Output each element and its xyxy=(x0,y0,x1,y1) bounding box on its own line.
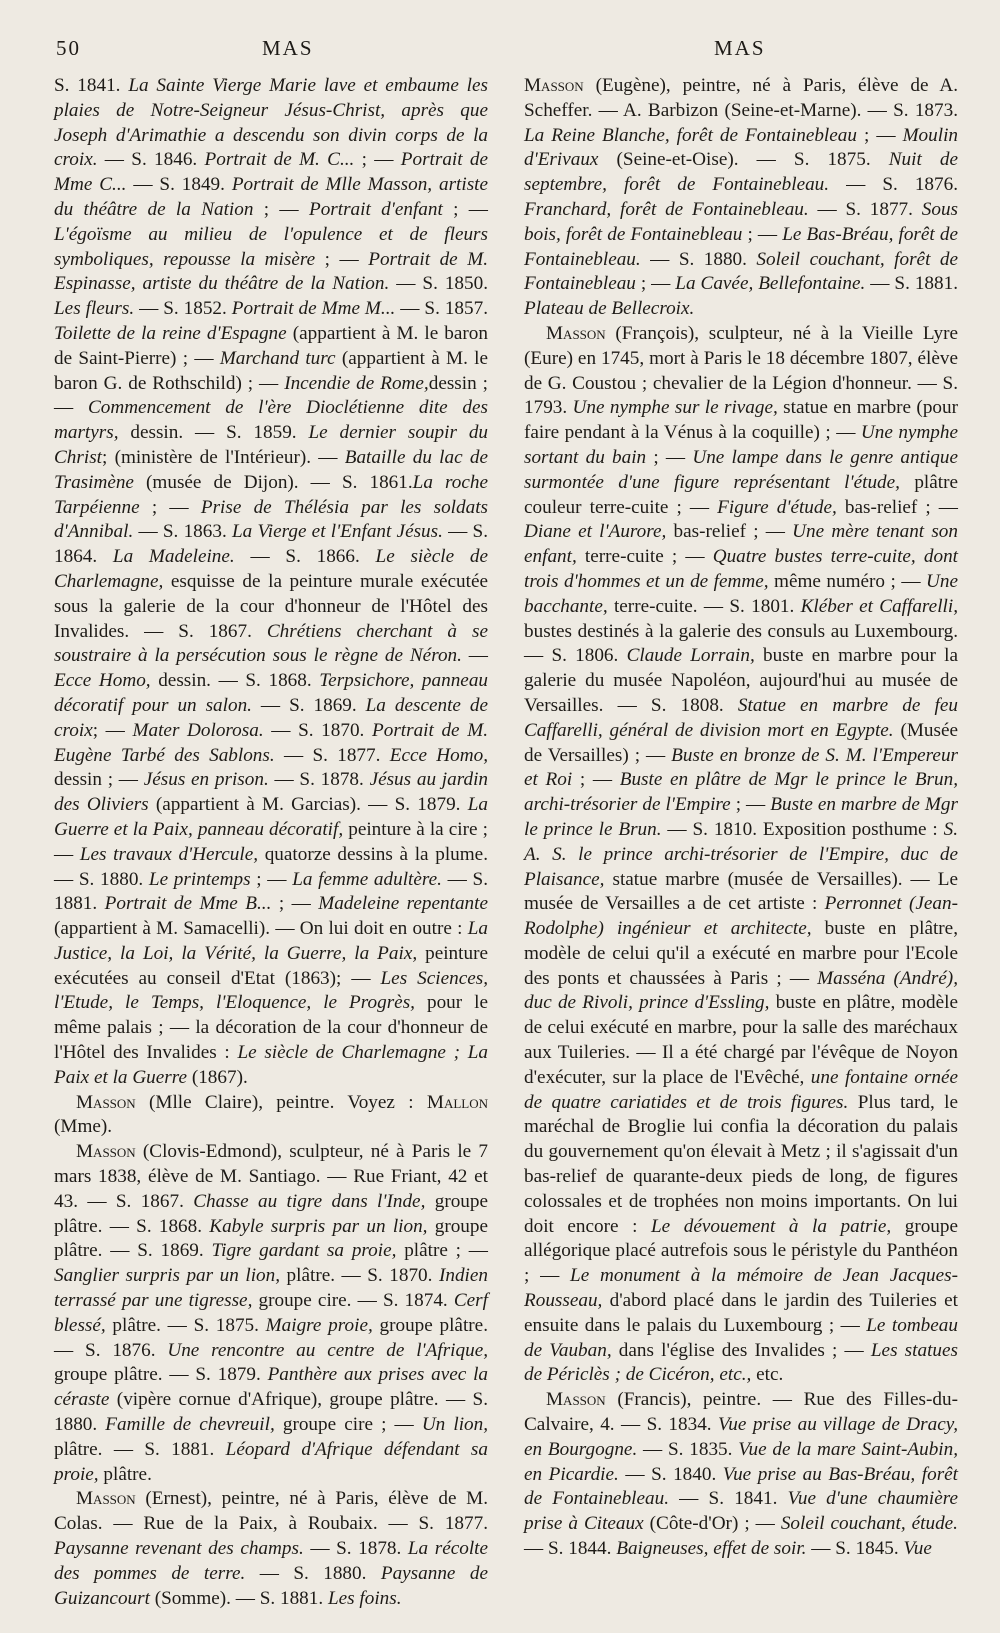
artist-name: Masson xyxy=(524,75,584,96)
work-title: Famille de chevreuil, xyxy=(105,1414,275,1436)
entry-text: pour le même palais ; — la décoration de la cour d'honneur de l'Hôtel des Invalides : xyxy=(54,992,488,1064)
work-title: Le printemps xyxy=(148,868,251,890)
work-title: Baigneuses, effet de soir. xyxy=(616,1538,807,1560)
work-title: La Madeleine. xyxy=(112,546,235,568)
work-title: Portrait de Mme B... xyxy=(104,893,272,915)
entry-text: (appartient à M. le baron G. de Rothschild) ; — xyxy=(54,347,489,394)
entry-text: (appartient à M. Samacelli). — On lui doit en outre : xyxy=(54,918,468,940)
work-title: La descente de croix xyxy=(54,694,488,741)
work-title: La Vierge et l'Enfant Jésus. xyxy=(231,521,443,543)
work-title: Cerf blessé, xyxy=(54,1290,488,1336)
work-title: Commencement de l'ère Dioclétienne dite des martyrs, xyxy=(54,397,488,444)
work-title: Une rencontre au centre de l'Afrique, xyxy=(167,1339,489,1361)
entry-text: ; — xyxy=(271,893,319,915)
entry-text: bustes destinés à la galerie des consuls au Luxembourg. — S. 1806. xyxy=(524,620,958,667)
entry-text: — S. 1864. xyxy=(54,521,489,568)
work-title: Jésus en prison. xyxy=(143,769,269,791)
work-title: Soleil couchant, forêt de Fontainebleau xyxy=(524,248,958,295)
work-title: Le dernier soupir du Christ xyxy=(54,422,488,468)
entry-text: statue en marbre (pour faire pendant à la Vénus à la coquille) ; — xyxy=(524,397,958,444)
entry-text: (François), sculpteur, né à la Vieille Lyre (Eure) en 1745, mort à Paris le 18 décembre 1807, élève de G. Coustou ; chevalier de la Légion d'honneur. — S. 1793. xyxy=(524,322,958,419)
work-title: Diane et l'Aurore, xyxy=(524,521,667,543)
entry-text: (Clovis-Edmond), sculpteur, né à Paris le 7 mars 1838, élève de M. Santiago. — Rue Friant, 42 et 43. — S. 1867. xyxy=(54,1141,488,1212)
work-title: Plateau de Bellecroix. xyxy=(524,298,695,320)
entry-text: dessin ; — xyxy=(54,372,488,419)
entry-text: plâtre. — S. 1881. xyxy=(54,1438,226,1460)
entry-text: — S. 1810. Exposition posthume : xyxy=(661,818,944,840)
entry-text: (musée de Dijon). — S. 1861. xyxy=(133,471,413,493)
entry-text: — S. 1846. xyxy=(97,149,205,171)
entry-text: ; (ministère de l'Intérieur). — xyxy=(102,446,345,468)
work-title: Franchard, forêt de Fontainebleau. xyxy=(524,198,809,220)
work-title: Buste en bronze de S. M. l'Empereur et Roi xyxy=(524,744,959,791)
entry-text: ; — xyxy=(442,198,488,220)
entry-text: plâtre. — S. 1875. xyxy=(105,1314,266,1336)
work-title: Marchand turc xyxy=(219,347,336,369)
entry-text: — S. 1863. xyxy=(133,521,232,543)
entry-text: ; — xyxy=(92,719,133,741)
entry-text: (Eugène), peintre, né à Paris, élève de A. Scheffer. — A. Barbizon (Seine-et-Marne). — S. 1873. xyxy=(524,75,958,121)
entry-text: — S. 1880. xyxy=(640,248,757,270)
work-title: Quatre bustes terre-cuite, dont trois d'hommes et un de femme, xyxy=(524,546,958,592)
entry-text: ; — xyxy=(572,769,620,791)
work-title: Ecce Homo, xyxy=(389,744,488,766)
entry-text: (1867). xyxy=(187,1066,248,1088)
work-title: Chasse au tigre dans l'Inde, xyxy=(193,1190,426,1212)
work-title: Vue prise au Bas-Bréau, forêt de Fontainebleau. xyxy=(524,1463,959,1510)
work-title: Buste en marbre de Mgr le prince le Brun. xyxy=(524,794,958,840)
entry-text: ; — xyxy=(354,149,401,171)
entry-text: dans l'église des Invalides ; — xyxy=(611,1339,871,1361)
entry-text: groupe plâtre. — S. 1876. xyxy=(54,1314,488,1361)
entry-text: — S. 1877. xyxy=(274,744,390,766)
entry-text: dessin ; — xyxy=(54,769,144,791)
left-column xyxy=(54,74,488,1611)
entry-text: buste en marbre pour la galerie du musée Napoléon, aujourd'hui au musée de Versailles. — S. 1808. xyxy=(524,645,958,716)
entry-text: — S. 1840. xyxy=(618,1463,723,1485)
work-title: Tigre gardant sa proie, xyxy=(211,1240,397,1262)
work-title: Chrétiens cherchant à se soustraire à la persécution sous le règne de Néron. xyxy=(54,620,488,667)
entry-text: bas-relief ; — xyxy=(836,496,958,518)
entry-text: — S. 1881. xyxy=(54,868,489,915)
entry-text: — S. 1869. xyxy=(251,694,366,716)
entry-text: plâtre. xyxy=(98,1463,152,1485)
entry-text: ; — xyxy=(856,124,903,146)
work-title: Portrait de Mme C... xyxy=(54,149,488,196)
entry-text: — S. 1877. xyxy=(808,198,922,220)
entry-masson-clovis-edmond xyxy=(54,1140,488,1487)
work-title: Paysanne revenant des champs. xyxy=(54,1538,304,1560)
entry-text: — S. 1880. xyxy=(245,1562,381,1584)
entry-text: (appartient à M. Garcias). — S. 1879. xyxy=(148,794,468,816)
work-title: Kabyle surpris par un lion, xyxy=(209,1215,428,1237)
entry-text: peinture à la cire ; — xyxy=(54,818,488,865)
artist-name: Mallon xyxy=(426,1091,488,1113)
work-title: La Reine Blanche, forêt de Fontainebleau xyxy=(524,124,857,146)
work-title: Les statues de Périclès ; de Cicéron, etc., xyxy=(524,1339,958,1386)
work-title: Statue en marbre de feu Caffarelli, général de division mort en Egypte. xyxy=(524,694,958,741)
entry-text: groupe cire. — S. 1874. xyxy=(252,1290,454,1312)
entry-text: (Mme). xyxy=(54,1116,113,1138)
entry-masson-francois xyxy=(524,322,958,1388)
entry-text: ; — xyxy=(635,273,676,295)
entry-text: plâtre. — S. 1870. xyxy=(280,1265,439,1287)
entry-text: — S. 1845. xyxy=(806,1538,904,1560)
work-title: Vue xyxy=(903,1538,932,1560)
work-title: Le dévouement à la patrie, xyxy=(650,1215,892,1237)
entry-text: (Musée de Versailles) ; — xyxy=(524,719,958,766)
entry-text: plâtre couleur terre-cuite ; — xyxy=(524,471,958,518)
entry-text: ; — xyxy=(253,198,309,220)
work-title: Prise de Thélésia par les soldats d'Annibal. xyxy=(54,496,488,543)
work-title: Claude Lorrain, xyxy=(626,645,755,667)
entry-text: ; — xyxy=(730,794,771,816)
entry-masson-ernest xyxy=(54,1487,488,1611)
work-title: Incendie de Rome, xyxy=(284,372,429,394)
entry-text: — S. 1844. xyxy=(524,1538,617,1560)
work-title: Les foins. xyxy=(327,1587,402,1609)
entry-text: terre-cuite. — S. 1801. xyxy=(607,595,801,617)
entry-text: (Somme). — S. 1881. xyxy=(149,1587,328,1609)
entry-text: esquisse de la peinture murale exécutée sous la galerie de la cour d'honneur de l'Hôtel des Invalides. — S. 1867. xyxy=(54,570,488,642)
work-title: Portrait de Mlle Masson, artiste du théâtre de la Nation xyxy=(54,174,489,220)
entry-text: ; — xyxy=(742,223,783,245)
entry-text: (Mlle Claire), peintre. Voyez : xyxy=(135,1091,427,1113)
work-title: Les travaux d'Hercule, xyxy=(79,843,259,865)
entry-text: ; — xyxy=(315,248,369,270)
entry-text: groupe plâtre. — S. 1879. xyxy=(54,1364,268,1386)
work-title: Portrait de Mme M... xyxy=(231,298,396,320)
work-title: Bataille du lac de Trasimène xyxy=(54,446,488,493)
work-title: Toilette de la reine d'Espagne xyxy=(54,322,287,344)
work-title: Une mère tenant son enfant, xyxy=(524,521,958,568)
work-title: La Justice, la Loi, la Vérité, la Guerre, la Paix, xyxy=(54,918,488,964)
entry-text: dessin. — S. 1868. xyxy=(150,670,320,692)
entry-text: groupe cire ; — xyxy=(274,1414,422,1436)
work-title: Le Bas-Bréau, forêt de Fontainebleau. xyxy=(524,223,958,270)
entry-text: bas-relief ; — xyxy=(666,521,793,543)
entry-text: ; — xyxy=(139,496,201,518)
entry-text: — S. 1878. xyxy=(303,1538,408,1560)
entry-text: buste en plâtre, modèle de celui exécuté en marbre, pour la salle des maréchaux aux Tuileries. — Il a été chargé par l'évêque de Noyon d'exécuter, sur la place de l'Evêché, xyxy=(524,992,959,1088)
entry-text: d'abord placé dans le jardin des Tuileries et ensuite dans le palais du Luxembourg ; — xyxy=(524,1290,958,1336)
right-column xyxy=(524,74,958,1562)
work-title: Panthère aux prises avec la céraste xyxy=(54,1364,488,1411)
entry-text: même numéro ; — xyxy=(768,570,927,592)
entry-text: — S. 1881. xyxy=(865,273,958,295)
entry-text: — S. 1878. xyxy=(268,769,370,791)
work-title: Un lion, xyxy=(421,1414,489,1436)
artist-name: Masson xyxy=(76,1091,136,1113)
work-title: La Guerre et la Paix, panneau décoratif, xyxy=(54,794,488,840)
page-number: 50 xyxy=(56,36,81,60)
work-title: Vue prise au village de Dracy, en Bourgogne. xyxy=(524,1414,958,1460)
artist-name: Masson xyxy=(76,1488,136,1510)
entry-text: groupe plâtre. — S. 1868. xyxy=(54,1190,489,1237)
work-title: Sanglier surpris par un lion, xyxy=(54,1265,281,1287)
work-title: Indien terrassé par une tigresse, xyxy=(54,1265,488,1312)
entry-text: Plus tard, le maréchal de Broglie lui confia la décoration du palais du gouvernement qu'on élevait à Metz ; il s'agissait d'un bas-relief de quarante-deux pieds de long, de figures colossales et de trophées non moins importants. On lui doit encore : xyxy=(524,1091,958,1237)
entry-masson-continued xyxy=(54,74,488,1091)
entry-text: etc. xyxy=(751,1364,784,1386)
entry-text: quatorze dessins à la plume. — S. 1880. xyxy=(54,843,488,890)
entry-text: — xyxy=(461,645,488,667)
work-title: La femme adultère. xyxy=(292,868,442,890)
work-title: Les fleurs. xyxy=(54,298,135,320)
entry-text: — S. 1870. xyxy=(263,719,372,741)
entry-text: plâtre ; — xyxy=(396,1240,488,1262)
work-title: Portrait de M. C... xyxy=(204,149,355,171)
work-title: Portrait de M. Espinasse, artiste du théâtre de la Nation. xyxy=(54,248,488,295)
work-title: Une bacchante, xyxy=(524,570,958,617)
entry-text: — S. 1850. xyxy=(389,273,489,295)
running-head xyxy=(0,32,1000,72)
work-title: La roche Tarpéienne xyxy=(54,471,488,518)
entry-text: peinture exécutées au conseil d'Etat (1863); — xyxy=(54,942,488,989)
entry-text: (appartient à M. le baron de Saint-Pierre) ; — xyxy=(54,322,488,369)
entry-text: (Ernest), peintre, né à Paris, élève de M. Colas. — Rue de la Paix, à Roubaix. — S. 1877. xyxy=(54,1488,488,1535)
work-title: Figure d'étude, xyxy=(717,496,837,518)
entry-text: groupe allégorique placé autrefois sous le péristyle du Panthéon ; — xyxy=(524,1215,959,1287)
work-title: Une lampe dans le genre antique surmontée d'une figure représentant l'étude, xyxy=(524,446,958,493)
entry-text: — S. 1866. xyxy=(234,546,376,568)
entry-text: (Côte-d'Or) ; — xyxy=(643,1513,781,1535)
entry-masson-eugene xyxy=(524,74,958,322)
entry-text: statue marbre (musée de Versailles). — Le musée de Versailles a de cet artiste : xyxy=(524,868,958,915)
work-title: Soleil couchant, étude. xyxy=(780,1513,958,1535)
entry-text: ; — xyxy=(250,868,293,890)
work-title: Moulin d'Erivaux xyxy=(524,124,958,171)
entry-text: ; — xyxy=(646,446,693,468)
work-title: Vue de la mare Saint-Aubin, en Picardie. xyxy=(524,1438,959,1485)
work-title: Mater Dolorosa. xyxy=(132,719,264,741)
entry-text: groupe plâtre. — S. 1869. xyxy=(54,1215,489,1262)
entry-text: (Francis), peintre. — Rue des Filles-du-Calvaire, 4. — S. 1834. xyxy=(524,1389,958,1436)
work-title: Le siècle de Charlemagne ; La Paix et la Guerre xyxy=(54,1042,488,1088)
entry-text: (Seine-et-Oise). — S. 1875. xyxy=(598,149,889,171)
work-title: Sous bois, forêt de Fontainebleau xyxy=(524,198,959,245)
work-title: Une nymphe sortant du bain xyxy=(524,422,958,468)
work-title: Jésus au jardin des Oliviers xyxy=(54,769,488,816)
work-title: S. A. S. le prince archi-trésorier de l'Empire, duc de Plaisance, xyxy=(524,818,959,890)
entry-text: — S. 1857. xyxy=(395,298,488,320)
work-title: Léopard d'Afrique défendant sa proie, xyxy=(54,1438,488,1485)
right-running-title: MAS xyxy=(714,36,766,60)
entry-masson-claire xyxy=(54,1091,488,1141)
work-title: Kléber et Caffarelli, xyxy=(800,595,958,617)
entry-text: — S. 1852. xyxy=(134,298,232,320)
artist-name: Masson xyxy=(76,1141,136,1163)
work-title: La Cavée, Bellefontaine. xyxy=(675,273,866,295)
work-title: Ecce Homo, xyxy=(54,670,151,692)
entry-text: — S. 1849. xyxy=(126,174,232,196)
work-title: Masséna (André), duc de Rivoli, prince d'Essling, xyxy=(524,967,958,1014)
work-title: Le siècle de Charlemagne, xyxy=(54,546,488,592)
work-title: Une nymphe sur le rivage, xyxy=(572,397,778,419)
work-title: L'égoïsme au milieu de l'opulence et de fleurs symboliques, repousse la misère xyxy=(54,223,488,270)
work-title: La récolte des pommes de terre. xyxy=(54,1538,489,1584)
entry-text: — S. 1876. xyxy=(829,174,958,196)
work-title: Paysanne de Guizancourt xyxy=(54,1562,488,1609)
work-title: Terpsichore, panneau décoratif pour un salon. xyxy=(54,670,489,716)
entry-text: buste en plâtre, modèle de celui qu'il a exécuté en marbre pour l'Ecole des ponts et chaussées à Paris ; — xyxy=(524,918,959,989)
work-title: Perronnet (Jean-Rodolphe) ingénieur et architecte, xyxy=(524,893,959,940)
left-running-title: MAS xyxy=(262,36,314,60)
entry-text: — S. 1835. xyxy=(637,1438,739,1460)
work-title: Les Sciences, l'Etude, le Temps, l'Eloquence, le Progrès, xyxy=(54,967,488,1014)
work-title: Maigre proie, xyxy=(265,1314,373,1336)
work-title: Madeleine repentante xyxy=(318,893,488,915)
work-title: Vue d'une chaumière prise à Citeaux xyxy=(524,1488,959,1535)
artist-name: Masson xyxy=(546,322,606,344)
work-title: Portrait d'enfant xyxy=(308,198,443,220)
entry-text: terre-cuite ; — xyxy=(576,546,713,568)
entry-text: S. 1841. xyxy=(54,75,129,96)
work-title: Nuit de septembre, forêt de Fontainebleau. xyxy=(524,149,958,196)
work-title: La Sainte Vierge Marie lave et embaume les plaies de Notre-Seigneur Jésus-Christ, après que Joseph d'Arimathie a descendu son divin corps de la croix. xyxy=(54,75,488,171)
artist-name: Masson xyxy=(546,1389,606,1411)
entry-text: dessin. — S. 1859. xyxy=(118,422,309,444)
entry-text: (vipère cornue d'Afrique), groupe plâtre. — S. 1880. xyxy=(54,1389,488,1436)
work-title: une fontaine ornée de quatre cariatides et de trois figures. xyxy=(524,1066,958,1113)
work-title: Le monument à la mémoire de Jean Jacques-Rousseau, xyxy=(524,1265,958,1312)
entry-masson-francis xyxy=(524,1388,958,1562)
entry-text: — S. 1841. xyxy=(669,1488,788,1510)
work-title: Portrait de M. Eugène Tarbé des Sablons. xyxy=(54,719,488,766)
work-title: Le tombeau de Vauban, xyxy=(524,1314,958,1361)
work-title: Buste en plâtre de Mgr le prince le Brun, archi-trésorier de l'Empire xyxy=(524,769,958,816)
